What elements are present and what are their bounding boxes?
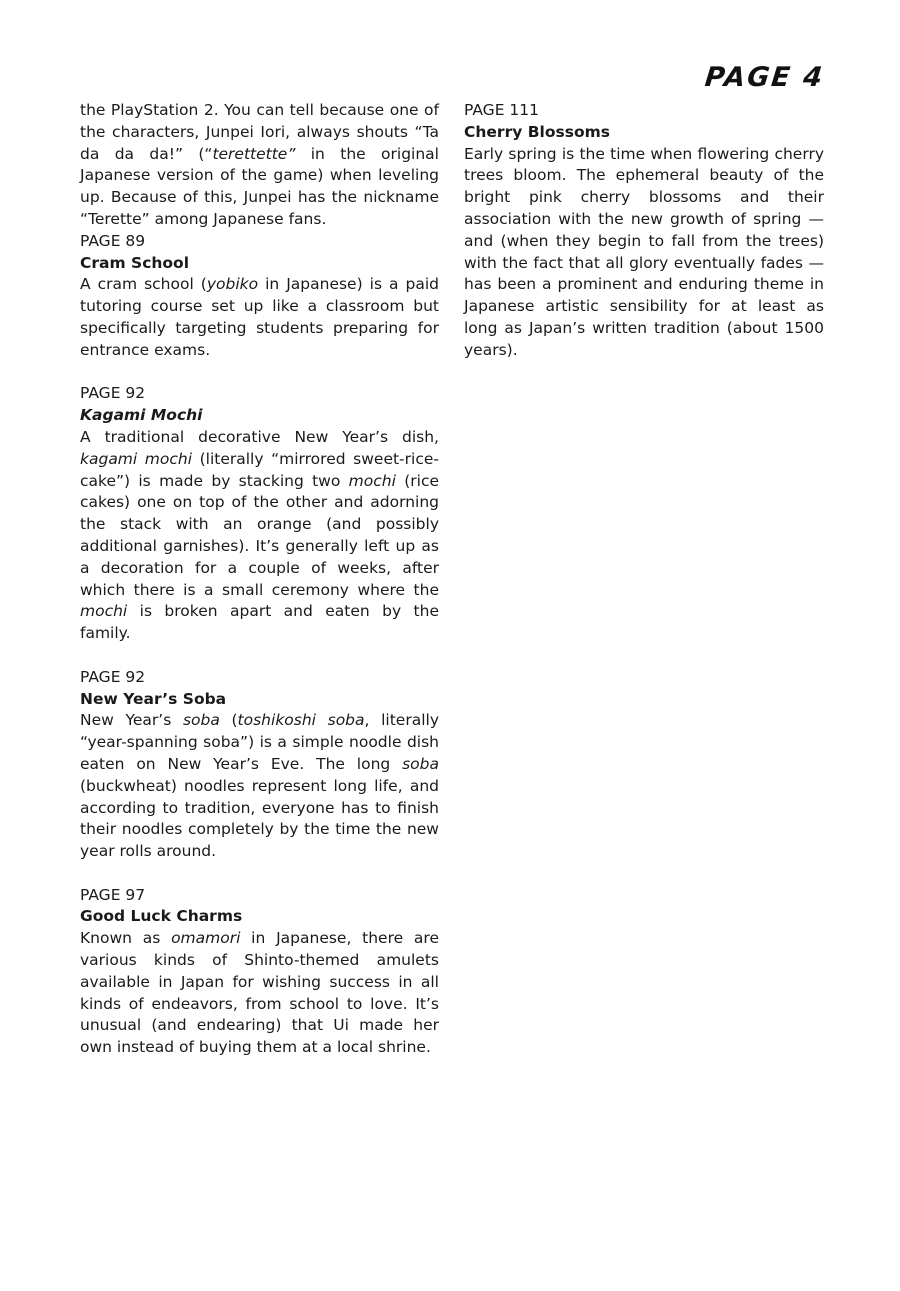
entry-title: Kagami Mochi — [80, 406, 203, 425]
text-run: is broken apart and eaten by the family. — [80, 602, 439, 643]
italic-term: terettette” — [212, 144, 296, 163]
text-run: in Japanese, there are various kinds of Shinto-themed amulets available in Japan for wishing success in all kinds of endeavors, from school to love. It’s unusual (and endearing) that Ui made her own instead of buying them at a local shrine. — [80, 929, 439, 1057]
glossary-entry — [80, 231, 439, 362]
text-run: A traditional decorative New Year’s dish, — [80, 427, 439, 446]
text-run: (buckwheat) noodles represent long life, and according to tradition, everyone has to finish their noodles completely by the time the new year rolls around. — [80, 776, 439, 861]
italic-term: omamori — [171, 929, 241, 948]
text-run: Known as — [80, 929, 172, 948]
glossary-entry — [80, 885, 439, 1059]
text-run: ( — [219, 711, 238, 730]
continued-text — [80, 100, 439, 231]
page-number: PAGE 4 — [703, 62, 826, 93]
italic-term: soba — [402, 754, 439, 773]
text-run: New Year’s — [80, 711, 183, 730]
entry-body — [80, 427, 439, 645]
entry-title: Cherry Blossoms — [464, 122, 610, 141]
italic-term: kagami mochi — [80, 449, 193, 468]
text-run: the PlayStation 2. You can tell because one of the characters, Junpei Iori, always shouts “Ta da da da!” (“ — [80, 101, 439, 163]
text-run: Early spring is the time when flowering cherry trees bloom. The ephemeral beauty of the bright pink cherry blossoms and their association with the new growth of spring — and (when they begin to fall from the trees) with the fact that all glory eventually fades — has been a prominent and enduring theme in Japanese artistic sensibility for at least as long as Japan’s written tradition (about 1500 years). — [464, 144, 824, 359]
glossary-entry — [80, 667, 439, 863]
entry-title: Cram School — [80, 253, 190, 272]
left-column — [80, 100, 439, 1081]
page-reference: PAGE 89 — [80, 231, 146, 250]
text-run: (rice cakes) one on top of the other and adorning the stack with an orange (and possibly additional garnishes). It’s generally left up as a decoration for a couple of weeks, after which there is a small ceremony where the — [80, 471, 440, 599]
entry-body — [80, 928, 439, 1059]
italic-term: toshikoshi soba — [237, 711, 365, 730]
page-reference: PAGE 92 — [80, 384, 146, 403]
text-run: , literally “year-spanning soba”) is a simple noodle dish eaten on New Year’s Eve. The long — [80, 711, 439, 773]
text-run: in the original Japanese version of the game) when leveling up. Because of this, Junpei has the nickname “Terette” among Japanese fans. — [80, 144, 439, 228]
italic-term: mochi — [80, 602, 128, 621]
entry-title: Good Luck Charms — [80, 907, 243, 926]
italic-term: soba — [182, 711, 220, 730]
text-run: A cram school ( — [80, 275, 207, 294]
page-reference: PAGE 92 — [80, 667, 146, 686]
text-run: (literally “mirrored sweet-rice-cake”) is made by stacking two — [80, 449, 439, 490]
text-run: in Japanese) is a paid tutoring course set up like a classroom but specifically targeting students preparing for entrance exams. — [80, 275, 439, 359]
glossary-entry — [464, 100, 824, 362]
entry-body — [464, 144, 824, 362]
entry-title: New Year’s Soba — [80, 689, 227, 708]
page-reference: PAGE 111 — [464, 101, 540, 119]
glossary-entry — [80, 383, 439, 645]
right-entries — [464, 100, 824, 362]
entry-body — [80, 710, 439, 863]
italic-term: mochi — [348, 471, 396, 490]
left-entries — [80, 231, 439, 1059]
right-column — [464, 100, 824, 383]
page-reference: PAGE 97 — [80, 885, 146, 904]
entry-body — [80, 274, 439, 361]
italic-term: yobiko — [206, 275, 259, 294]
